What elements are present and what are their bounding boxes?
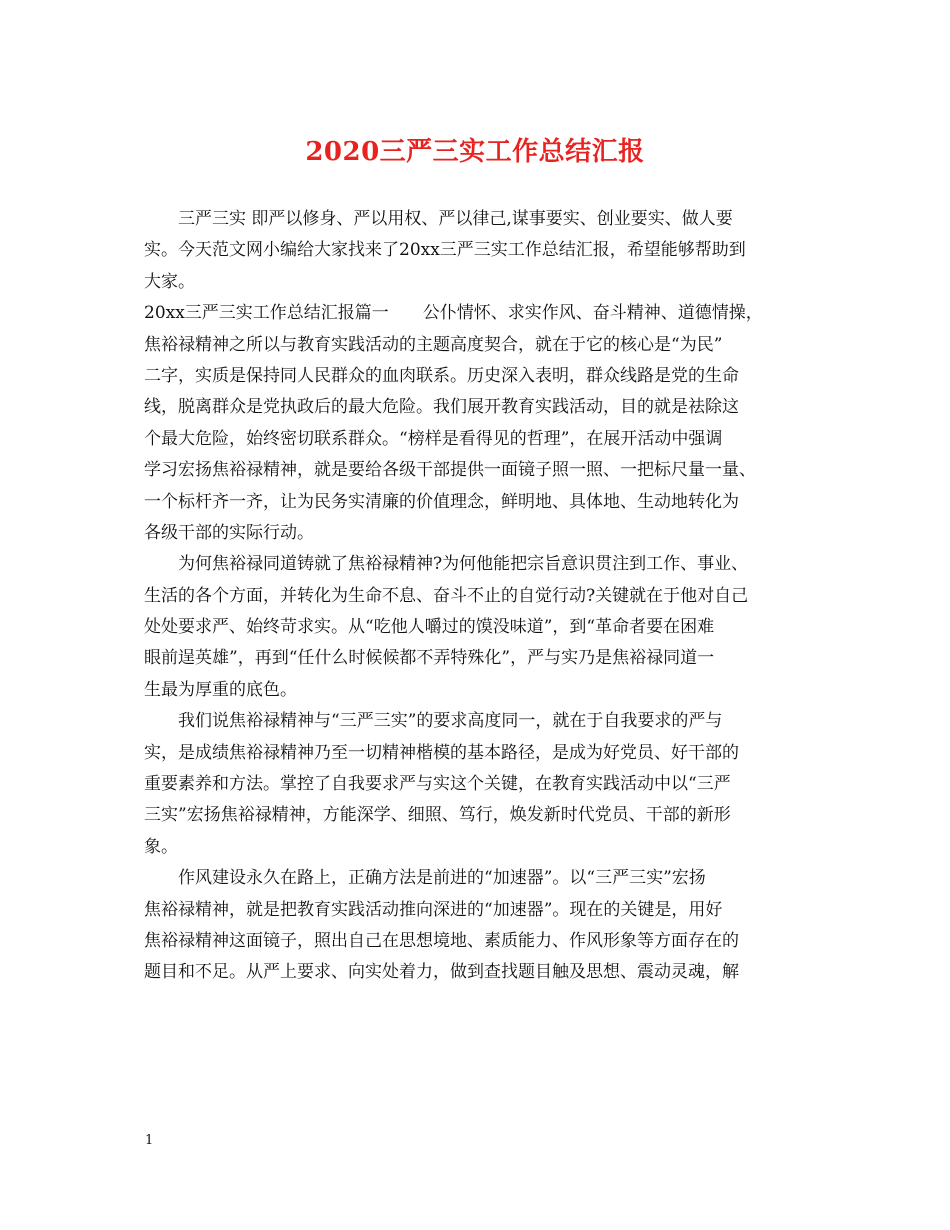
text-line: 为何焦裕禄同道铸就了焦裕禄精神?为何他能把宗旨意识贯注到工作、事业、 [178, 554, 749, 575]
text-line: 生最为厚重的底色。 [144, 679, 297, 700]
text-line: 作风建设永久在路上，正确方法是前进的“加速器”。以“三严三实”宏扬 [178, 868, 706, 889]
document-body [144, 204, 806, 989]
text-line: 焦裕禄精神之所以与教育实践活动的主题高度契合，就在于它的核心是“为民” [144, 334, 723, 355]
text-line: 题目和不足。从严上要求、向实处着力，做到查找题目触及思想、震动灵魂，解 [144, 962, 739, 983]
text-line: 三严三实 即严以修身、严以用权、严以律己,谋事要实、创业要实、做人要 [178, 209, 733, 229]
text-line: 个最大危险，始终密切联系群众。“榜样是看得见的哲理”，在展开活动中强调 [144, 428, 723, 449]
text-line: 学习宏扬焦裕禄精神，就是要给各级干部提供一面镜子照一照、一把标尺量一量、 [144, 460, 756, 481]
text-line: 实。今天范文网小编给大家找来了20xx三严三实工作总结汇报，希望能够帮助到 [144, 240, 746, 261]
text-line: 重要素养和方法。掌控了自我要求严与实这个关键，在教育实践活动中以“三严 [144, 774, 731, 795]
text-line: 一个标杆齐一齐，让为民务实清廉的价值理念，鲜明地、具体地、生动地转化为 [144, 491, 739, 512]
text-line: 眼前逞英雄”，再到“任什么时候候都不弄特殊化”，严与实乃是焦裕禄同道一 [144, 648, 715, 669]
document-lines [144, 204, 806, 989]
text-line: 各级干部的实际行动。 [144, 522, 314, 543]
text-line: 20xx三严三实工作总结汇报篇一 公仆情怀、求实作风、奋斗精神、道德情操， [144, 303, 763, 324]
text-line: 焦裕禄精神这面镜子，照出自己在思想境地、素质能力、作风形象等方面存在的 [144, 930, 739, 951]
text-line: 二字，实质是保持同人民群众的血肉联系。历史深入表明，群众线路是党的生命 [144, 365, 739, 386]
text-line: 处处要求严、始终苛求实。从“吃他人嚼过的馍没味道”，到“革命者要在困难 [144, 617, 715, 638]
text-line: 实，是成绩焦裕禄精神乃至一切精神楷模的基本路径，是成为好党员、好干部的 [144, 742, 739, 763]
page-number: 1 [145, 1133, 154, 1148]
text-line: 我们说焦裕禄精神与“三严三实”的要求高度同一，就在于自我要求的严与 [178, 711, 723, 732]
text-line: 焦裕禄精神，就是把教育实践活动推向深进的“加速器”。现在的关键是，用好 [144, 899, 723, 920]
text-line: 大家。 [144, 271, 195, 292]
document-title: 2020三严三实工作总结汇报 [305, 137, 645, 167]
text-line: 象。 [144, 836, 178, 857]
text-line: 生活的各个方面，并转化为生命不息、奋斗不止的自觉行动?关键就在于他对自己 [144, 585, 749, 606]
text-line: 三实”宏扬焦裕禄精神，方能深学、细照、笃行，焕发新时代党员、干部的新形 [144, 805, 731, 826]
text-line: 线，脱离群众是党执政后的最大危险。我们展开教育实践活动，目的就是祛除这 [144, 397, 739, 418]
